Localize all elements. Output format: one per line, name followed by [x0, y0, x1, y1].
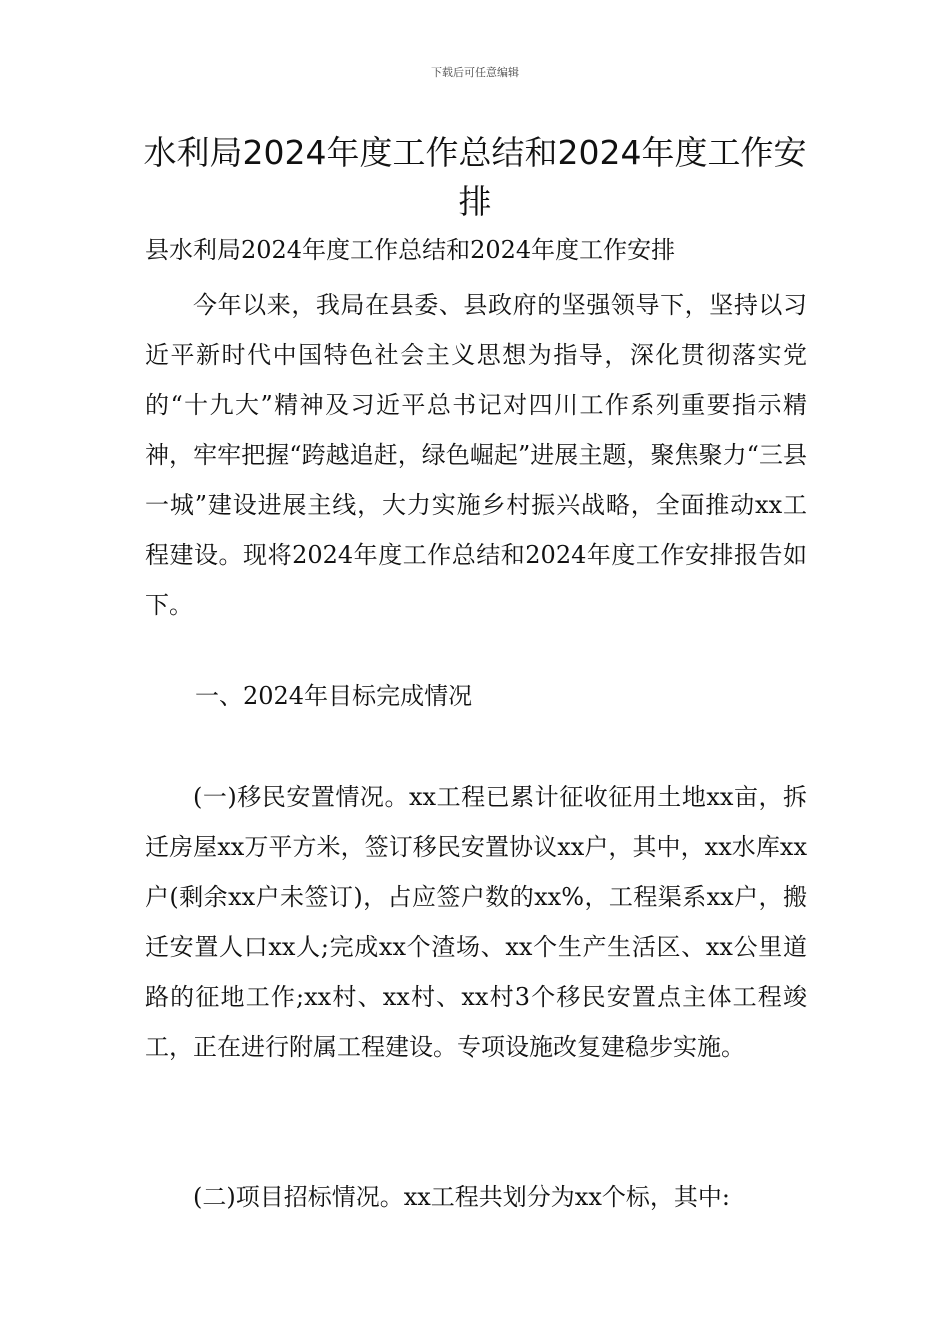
section-heading: 一、2024年目标完成情况: [195, 682, 473, 710]
resettlement-paragraph: (一)移民安置情况。xx工程已累计征收征用土地xx亩，拆迁房屋xx万平方米，签订移民安置协议xx户，其中，xx水库xx户(剩余xx户未签订)，占应签户数的xx%，工程渠系xx户，搬迁安置人口xx人;完成xx个渣场、xx个生产生活区、xx公里道路的征地工作;xx村、xx村、xx村3个移民安置点主体工程竣工，正在进行附属工程建设。专项设施改复建稳步实施。: [145, 783, 807, 1061]
intro-paragraph: 今年以来，我局在县委、县政府的坚强领导下，坚持以习近平新时代中国特色社会主义思想为指导，深化贯彻落实党的“十九大”精神及习近平总书记对四川工作系列重要指示精神，牢牢把握“跨越追赶，绿色崛起”进展主题，聚焦聚力“三县一城”建设进展主线，大力实施乡村振兴战略，全面推动xx工程建设。现将2024年度工作总结和2024年度工作安排报告如下。: [145, 291, 807, 619]
document-subtitle: 县水利局2024年度工作总结和2024年度工作安排: [145, 236, 676, 264]
bidding-paragraph: (二)项目招标情况。xx工程共划分为xx个标，其中:: [193, 1183, 730, 1211]
document-title: 水利局2024年度工作总结和2024年度工作安排: [143, 133, 807, 221]
header-note: 下载后可任意编辑: [431, 66, 519, 79]
